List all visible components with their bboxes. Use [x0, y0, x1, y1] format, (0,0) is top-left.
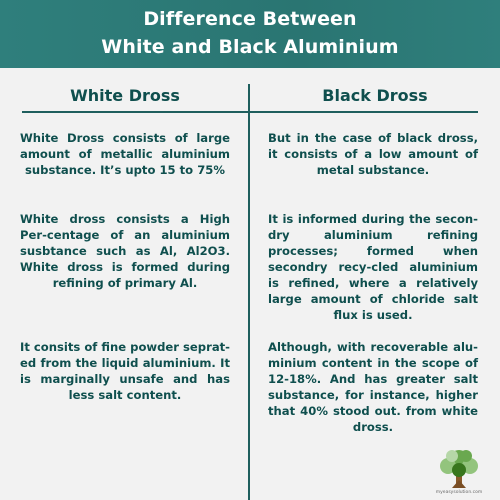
- white-dross-point-1: White Dross consists of large amount of metallic aluminium substance. It’s upto 15 to 75%: [20, 131, 230, 177]
- black-dross-point-3: Although, with recoverable alu-minium content in the scope of 12-18%. And has greater salt substance, for instance, higher that 40% stood out. from white dross.: [268, 340, 478, 434]
- column-divider: [248, 84, 250, 500]
- page-title-line-1: Difference Between: [143, 8, 357, 30]
- logo-text: myeasysolution.com: [435, 490, 483, 495]
- black-dross-point-2: It is informed during the secon-dry aluminium refining processes; formed when secondry recy-cled aluminium is refined, where a relatively large amount of chloride salt flux is used.: [268, 212, 478, 322]
- black-dross-point-1: But in the case of black dross, it consists of a low amount of metal substance.: [268, 131, 478, 177]
- white-dross-point-3: It consits of fine powder seprat-ed from the liquid aluminium. It is marginally unsafe and has less salt content.: [20, 340, 230, 402]
- white-dross-header: White Dross: [70, 86, 180, 105]
- black-dross-header: Black Dross: [322, 86, 428, 105]
- title-banner: [0, 0, 500, 68]
- white-dross-point-2: White dross consists a High Per-centage of an aluminium susbtance such as Al, Al2O3. White dross is formed during refining of primary Al.: [20, 212, 230, 290]
- page-title-line-2: White and Black Aluminium: [101, 36, 399, 58]
- tree-icon: [430, 446, 488, 492]
- logo: [430, 446, 488, 500]
- header-divider: [22, 111, 478, 113]
